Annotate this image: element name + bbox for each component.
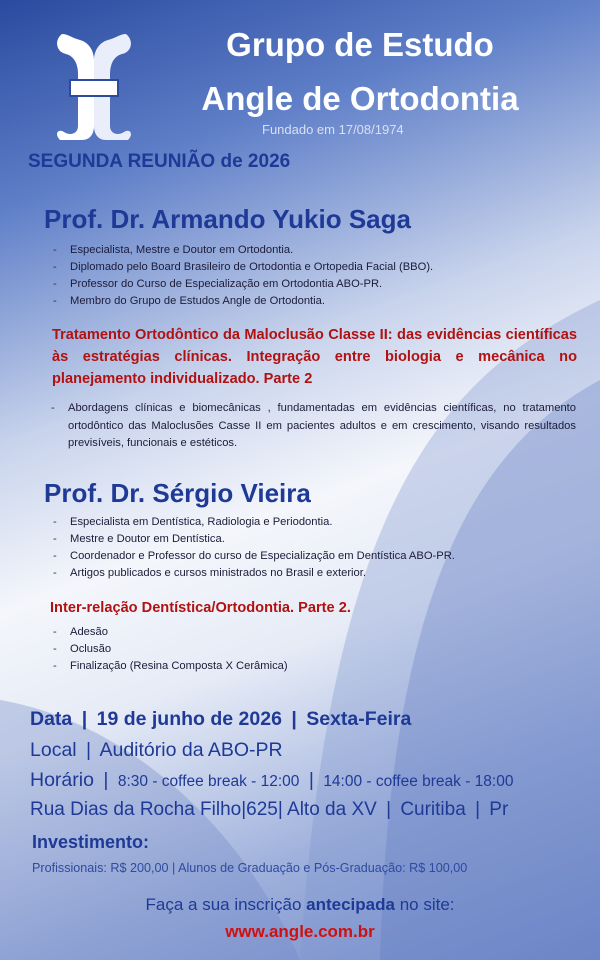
- state: Pr: [489, 799, 509, 820]
- list-item: - Coordenador e Professor do curso de Especialização em Dentística ABO-PR.: [50, 548, 455, 565]
- cta-emphasis: antecipada: [306, 895, 395, 914]
- speaker1-abstract: [48, 400, 576, 453]
- angle-logo-icon: [52, 30, 136, 142]
- separator: |: [386, 799, 392, 820]
- session-morning: 8:30 - coffee break - 12:00: [117, 773, 300, 790]
- header-title-line1: Grupo de Estudo: [226, 26, 494, 63]
- speaker1-credentials: [50, 242, 433, 310]
- street: Rua Dias da Rocha Filho: [30, 799, 242, 820]
- event-address: [30, 799, 508, 821]
- list-item: - Abordagens clínicas e biomecânicas , fundamentadas em evidências científicas, no tratamento ortodôntico das Maloclusões Casse II em pacientes adultos e em crescimento, visando resultados previsíveis, funcionais e estéticos.: [48, 400, 576, 453]
- separator: |: [81, 708, 88, 730]
- founded-date: Fundado em 17/08/1974: [262, 122, 404, 137]
- separator: |: [241, 799, 247, 820]
- event-date: [30, 708, 411, 731]
- event-hours: [30, 769, 513, 792]
- separator: |: [308, 769, 314, 791]
- speaker2-talk-title: Inter-relação Dentística/Ortodontia. Parte 2.: [50, 600, 351, 616]
- speaker2-credentials: [50, 514, 455, 582]
- separator: |: [103, 769, 109, 791]
- cta-prefix: Faça a sua inscrição: [145, 895, 302, 914]
- event-location: [30, 739, 283, 762]
- list-item: - Mestre e Doutor em Dentística.: [50, 531, 455, 548]
- date-label: Data: [30, 708, 73, 730]
- speaker1-name: Prof. Dr. Armando Yukio Saga: [44, 204, 411, 234]
- list-item: - Artigos publicados e cursos ministrados no Brasil e exterior.: [50, 565, 455, 582]
- speaker1-talk-title: Tratamento Ortodôntico da Maloclusão Classe II: das evidências científicas às estratégias clínicas. Integração entre biologia e mecânica no planejamento individualizado. Parte 2: [52, 327, 577, 387]
- list-item: - Diplomado pelo Board Brasileiro de Ortodontia e Ortopedia Facial (BBO).: [50, 259, 433, 276]
- local-label: Local: [30, 739, 77, 761]
- weekday: Sexta-Feira: [306, 708, 412, 730]
- time-label: Horário: [30, 769, 94, 791]
- separator: |: [291, 708, 297, 730]
- signup-cta: [0, 895, 600, 915]
- speaker2-name: Prof. Dr. Sérgio Vieira: [44, 478, 311, 508]
- header-title-line2: Angle de Ortodontia: [201, 80, 519, 117]
- list-item: - Especialista em Dentística, Radiologia e Periodontia.: [50, 514, 455, 531]
- list-item: - Oclusão: [50, 641, 288, 658]
- speaker2-topics: [50, 624, 288, 675]
- list-item: - Membro do Grupo de Estudos Angle de Ortodontia.: [50, 293, 433, 310]
- date-value: 19 de junho de 2026: [96, 708, 282, 730]
- meeting-title: SEGUNDA REUNIÃO de 2026: [28, 151, 291, 172]
- website-link[interactable]: www.angle.com.br: [225, 922, 375, 941]
- list-item: - Especialista, Mestre e Doutor em Ortodontia.: [50, 242, 433, 259]
- investment-label: Investimento:: [32, 832, 150, 852]
- separator: |: [475, 799, 481, 820]
- investment-details: Profissionais: R$ 200,00 | Alunos de Graduação e Pós-Graduação: R$ 100,00: [32, 861, 468, 875]
- district: Alto da XV: [287, 799, 377, 820]
- separator: |: [86, 739, 92, 761]
- separator: |: [277, 799, 283, 820]
- local-value: Auditório da ABO-PR: [99, 739, 283, 761]
- cta-suffix: no site:: [399, 895, 455, 914]
- city: Curitiba: [400, 799, 466, 820]
- list-item: - Adesão: [50, 624, 288, 641]
- list-item: - Finalização (Resina Composta X Cerâmica): [50, 658, 288, 675]
- street-number: 625: [246, 799, 278, 820]
- list-item: - Professor do Curso de Especialização em Ortodontia ABO-PR.: [50, 276, 433, 293]
- session-afternoon: 14:00 - coffee break - 18:00: [323, 773, 514, 790]
